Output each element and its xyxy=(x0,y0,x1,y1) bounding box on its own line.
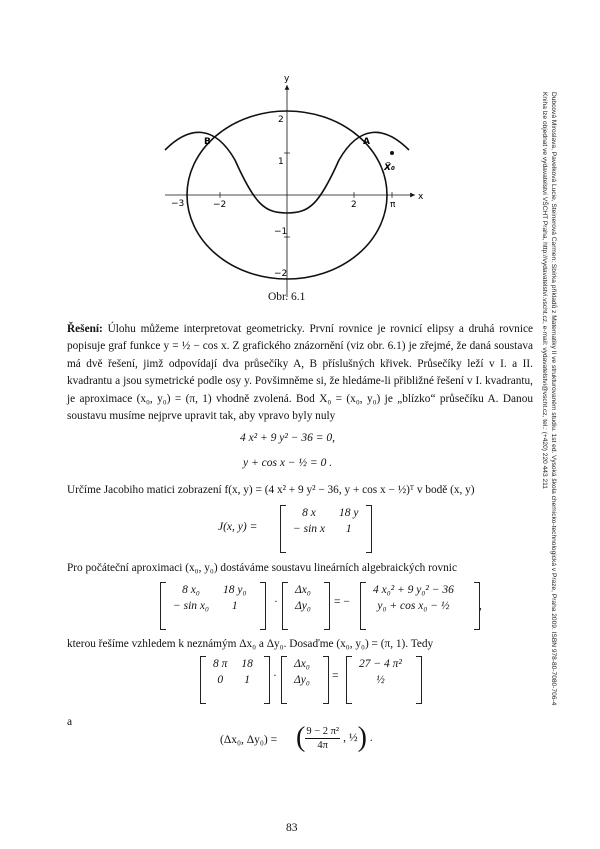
jac-cell: 1 xyxy=(345,523,352,535)
dot-operator: · xyxy=(273,670,277,682)
num-vector-cell: Δx₀ xyxy=(294,658,310,670)
jacobi-intro: Určíme Jacobiho matici zobrazení f(x, y) = (4 x² + 9 y² − 36, y + cos x − ½)ᵀ v bodě (x, y) xyxy=(67,484,475,496)
equals-minus: = − xyxy=(334,596,350,608)
solution-label: Řešení: xyxy=(67,323,103,335)
num-vector-cell: Δy₀ xyxy=(294,674,310,686)
numeric-vector xyxy=(281,656,317,688)
result-lhs: (Δx₀, Δy₀) = xyxy=(220,734,278,746)
solution-text: Úlohu můžeme interpretovat geometricky. První rovnice je rovnicí elipsy a druhá rovnice popisuje graf funkce y = ½ − cos x. Z grafického znázornění (viz obr. 6.1) je zřejmé, že daná soustava má dvě řešení, jimž odpovídají dva průsečíky A, B příslušných křivek. Průsečíky leží v I. a II. kvadrantu a jsou symetrické podle osy y. Povšimněme si, že hledáme-li přibližné řešení v I. kvadrantu, je aproximace (x₀, y₀) = (π, 1) vhodně zvolená. Bod X₀ = (x₀, y₀) je „blízko“ průsečíku A. Danou soustavu musíme nejprve upravit tak, aby vpravo byly nuly xyxy=(67,323,533,423)
tick-x-minus3: −3 xyxy=(171,199,185,209)
dot-operator: · xyxy=(274,596,278,608)
system-rhs xyxy=(360,582,461,614)
num-cell: 1 xyxy=(244,674,251,686)
num-rhs-cell: 27 − 4 π² xyxy=(359,658,402,670)
linear-system-intro: Pro počáteční aproximaci (x₀, y₀) dostáváme soustavu lineárních algebraických rovnic xyxy=(67,562,457,574)
jacobian-matrix xyxy=(280,505,366,537)
point-x0-marker xyxy=(390,151,394,155)
system-vector xyxy=(282,582,318,614)
point-b-label: B xyxy=(204,137,211,147)
page-number: 83 xyxy=(286,822,298,834)
jac-cell: 18 y xyxy=(339,507,359,519)
citation-line-1: Dubcová Miroslava, Pavelková Lucie, Steinerová Carmen: Sbírka příkladů z Matematiky II ve strukturovaném studiu. 1st ed. Vysoká škola chemicko-technologická v Praze, Praha 2009. ISBN 978-80-7080-706-4 xyxy=(550,92,557,706)
num-cell: 8 π xyxy=(213,658,228,670)
num-rhs-cell: ½ xyxy=(376,674,385,686)
equation-ellipse: 4 x² + 9 y² − 36 = 0, xyxy=(240,432,336,444)
numeric-matrix xyxy=(200,656,260,688)
axis-x-label: x xyxy=(418,192,424,202)
sys-cell: 1 xyxy=(231,600,238,612)
equals: = xyxy=(332,670,339,682)
sys-cell: − sin x₀ xyxy=(173,600,210,612)
point-x0-label: X̃₀ xyxy=(384,163,395,173)
point-a-label: A xyxy=(363,137,370,147)
citation-line-2: Kniha lze objednat ve vydavatelství VŠCHT Praha, http://vydavatelstvi.vscht.cz, e-mail: vydavatelstvi@vscht.cz, tel.: (+420) 220 443 211 xyxy=(541,92,548,489)
tick-y-minus2: −2 xyxy=(274,269,288,279)
figure-ellipse-cosine xyxy=(150,65,440,305)
system-matrix xyxy=(160,582,254,614)
sys-vector-cell: Δx₀ xyxy=(295,584,311,596)
substitution-text: kterou řešíme vzhledem k neznámým Δx₀ a Δy₀. Dosaďme (x₀, y₀) = (π, 1). Tedy xyxy=(67,638,434,650)
axis-y-label: y xyxy=(284,74,290,84)
sidebar-citation xyxy=(540,92,558,706)
jac-cell: − sin x xyxy=(293,523,326,535)
num-cell: 0 xyxy=(217,674,224,686)
tick-y-2: 2 xyxy=(278,115,284,125)
num-cell: 18 xyxy=(241,658,253,670)
tick-y-1: 1 xyxy=(278,157,284,167)
sys-rhs-cell: 4 x₀² + 9 y₀² − 36 xyxy=(373,584,454,596)
sys-rhs-cell: y₀ + cos x₀ − ½ xyxy=(377,600,450,612)
tick-y-minus1: −1 xyxy=(274,227,288,237)
sys-cell: 18 y₀ xyxy=(223,584,247,596)
result-den: 4π xyxy=(317,739,328,751)
result-rhs: ( $\frac{\text{9 − 2 π²}}{4\pi}$ , ½ ) . xyxy=(296,722,373,753)
sys-vector-cell: Δy₀ xyxy=(295,600,311,612)
equation-cosine: y + cos x − ½ = 0 . xyxy=(243,457,333,469)
tick-x-2: 2 xyxy=(351,200,357,210)
and-word: a xyxy=(67,716,73,728)
figure-caption: Obr. 6.1 xyxy=(268,291,306,303)
solution-paragraph xyxy=(67,321,533,425)
result-half: ½ xyxy=(348,732,358,744)
jac-cell: 8 x xyxy=(302,507,316,519)
numeric-rhs xyxy=(346,656,409,688)
result-num: 9 − 2 π² xyxy=(306,725,340,737)
sys-cell: 8 x₀ xyxy=(182,584,200,596)
jacobian-lhs: J(x, y) = xyxy=(218,521,258,533)
comma: , xyxy=(479,600,482,612)
tick-x-minus2: −2 xyxy=(213,200,227,210)
tick-x-pi: π xyxy=(390,200,396,210)
